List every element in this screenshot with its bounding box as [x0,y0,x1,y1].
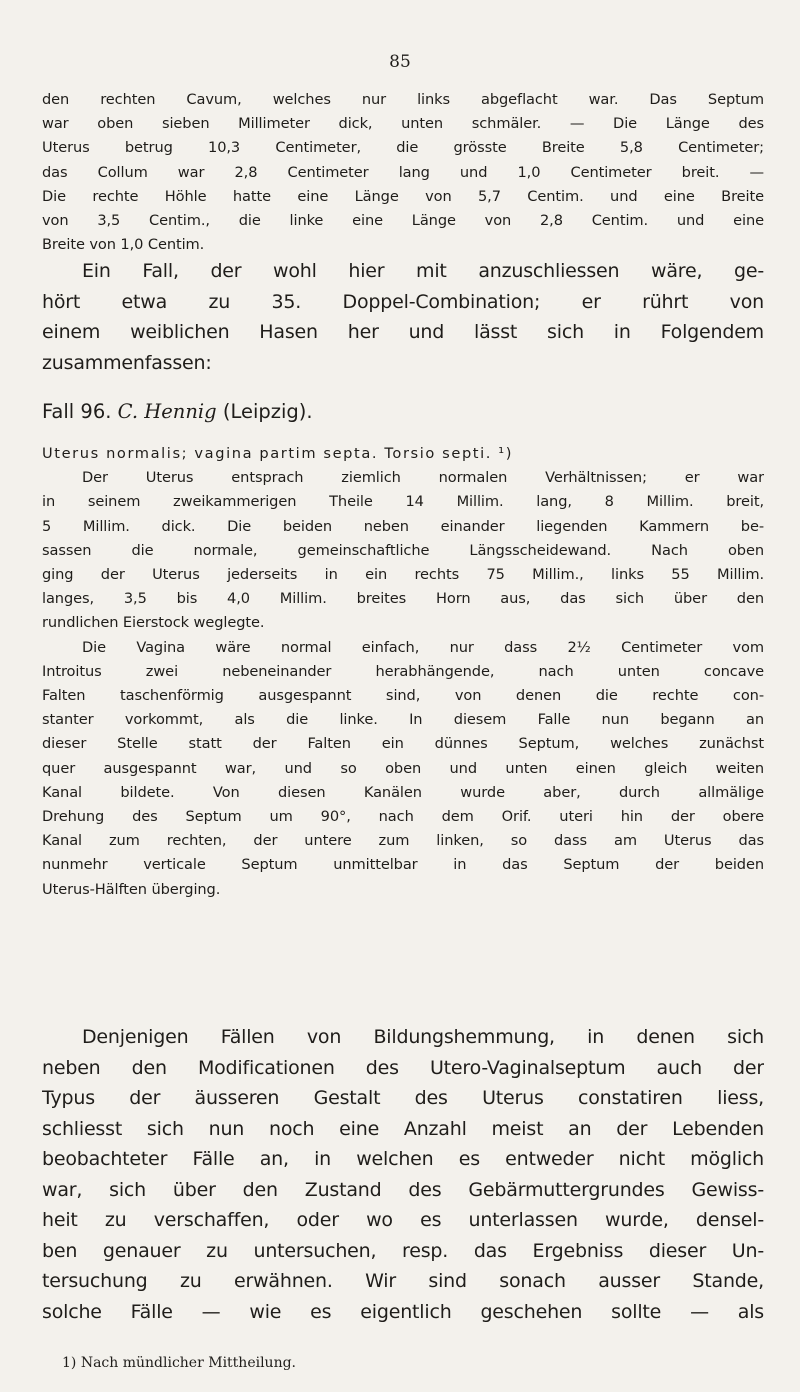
text-line: schliesst sich nun noch eine Anzahl meist an der Lebenden [42,1117,764,1140]
text-line: Falten taschenförmig ausgespannt sind, von denen die rechte con- [42,687,764,705]
case-heading [42,400,313,423]
text-line: solche Fälle — wie es eigentlich geschehen sollte — als [42,1300,764,1323]
text-line: in seinem zweikammerigen Theile 14 Millim. lang, 8 Millim. breit, [42,493,764,511]
paragraph-case-description [42,442,764,902]
text-line: Breite von 1,0 Centim. [42,236,205,254]
text-line: den rechten Cavum, welches nur links abgeflacht war. Das Septum [42,91,764,108]
text-line: sassen die normale, gemeinschaftliche Längsscheidewand. Nach oben [42,541,764,559]
case-author: C. Hennig [117,400,217,423]
text-line: Drehung des Septum um 90°, nach dem Orif. uteri hin der obere [42,808,764,826]
text-line: Die Vagina wäre normal einfach, nur dass 2½ Centimeter vom [82,638,764,656]
text-line: zusammenfassen: [42,351,212,374]
text-line: Typus der äusseren Gestalt des Uterus constatiren liess, [42,1087,764,1109]
text-line: Uterus betrug 10,3 Centimeter, die grösste Breite 5,8 Centimeter; [42,139,764,157]
text-line: Introitus zwei nebeneinander herabhängende, nach unten concave [42,662,764,680]
text-line: heit zu verschaffen, oder wo es unterlassen wurde, densel- [42,1209,764,1231]
text-line: rundlichen Eierstock weglegte. [42,614,265,632]
text-line: tersuchung zu erwähnen. Wir sind sonach ausser Stande, [42,1270,764,1292]
text-line: langes, 3,5 bis 4,0 Millim. breites Horn aus, das sich über den [42,590,764,608]
text-line: 5 Millim. dick. Die beiden neben einander liegenden Kammern be- [42,517,764,535]
page-number: 85 [389,52,411,72]
text-line: neben den Modificationen des Utero-Vaginalseptum auch der [42,1056,764,1079]
case-location: (Leipzig). [222,400,313,423]
text-line: quer ausgespannt war, und so oben und unten einen gleich weiten [42,759,764,777]
text-line: Denjenigen Fällen von Bildungshemmung, in denen sich [82,1026,764,1048]
text-line: Kanal bildete. Von diesen Kanälen wurde aber, durch allmälige [42,783,764,801]
text-line: war, sich über den Zustand des Gebärmuttergrundes Gewiss- [42,1178,764,1201]
text-line: Uterus-Hälften überging. [42,880,221,898]
text-line: einem weiblichen Hasen her und lässt sich in Folgendem [42,321,764,343]
text-line: Ein Fall, der wohl hier mit anzuschliessen wäre, ge- [82,260,764,282]
text-line: stanter vorkommt, als die linke. In diesem Falle nun begann an [42,711,764,729]
paragraph-conclusion [42,1022,764,1327]
case-number: Fall 96. [42,400,112,423]
text-line: Der Uterus entsprach ziemlich normalen Verhältnissen; er war [82,469,764,487]
text-line: hört etwa zu 35. Doppel-Combination; er rührt von [42,290,764,313]
text-line: beobachteter Fälle an, in welchen es entweder nicht möglich [42,1148,764,1170]
text-line: dieser Stelle statt der Falten ein dünnes Septum, welches zunächst [42,735,764,753]
footnote: 1) Nach mündlicher Mittheilung. [62,1355,297,1371]
text-line: von 3,5 Centim., die linke eine Länge von 2,8 Centim. und eine [42,212,764,230]
text-line: Die rechte Höhle hatte eine Länge von 5,7 Centim. und eine Breite [42,187,764,205]
text-line: Kanal zum rechten, der untere zum linken, so dass am Uterus das [42,832,764,850]
text-line: Uterus normalis; vagina partim septa. Torsio septi. ¹) [42,445,514,462]
text-line: das Collum war 2,8 Centimeter lang und 1,0 Centimeter breit. — [42,163,764,181]
text-line: war oben sieben Millimeter dick, unten schmäler. — Die Länge des [42,115,764,133]
text-line: nunmehr verticale Septum unmittelbar in das Septum der beiden [42,856,764,874]
paragraph-intro-case [42,256,764,378]
paragraph-uterus-measurements [42,88,764,257]
text-line: ben genauer zu untersuchen, resp. das Ergebniss dieser Un- [42,1239,764,1262]
text-line: ging der Uterus jederseits in ein rechts 75 Millim., links 55 Millim. [42,566,764,584]
